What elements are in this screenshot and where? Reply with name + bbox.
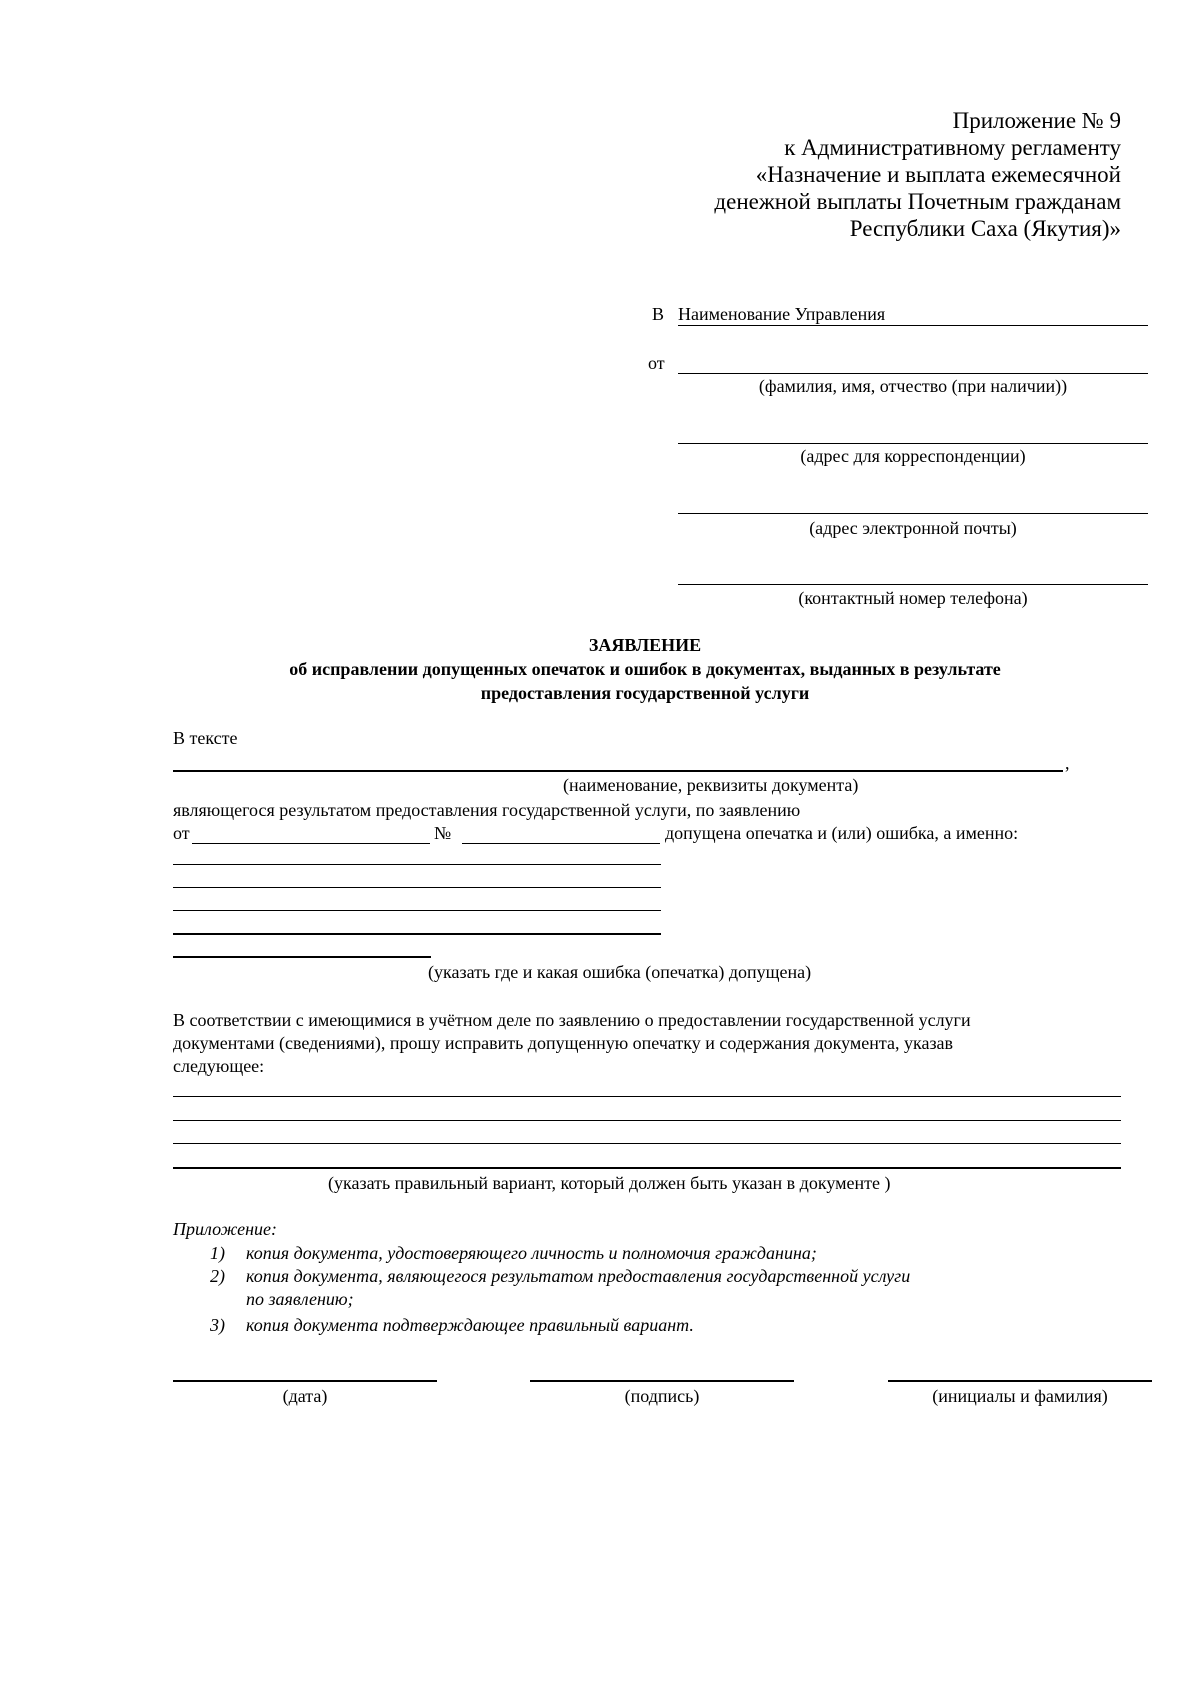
document-name-field[interactable] [173, 770, 1063, 772]
email-field[interactable] [678, 513, 1148, 514]
comma: , [1065, 753, 1070, 773]
date-caption: (дата) [282, 1386, 328, 1406]
error-label: допущена опечатка и (или) ошибка, а именно: [665, 823, 1019, 843]
applicant-name-caption: (фамилия, имя, отчество (при наличии)) [758, 376, 1068, 396]
from-date-label: от [173, 823, 190, 843]
email-caption: (адрес электронной почты) [809, 518, 1017, 538]
initials-caption: (инициалы и фамилия) [932, 1386, 1108, 1406]
correspondence-address-field[interactable] [678, 443, 1148, 444]
correct-value-line[interactable] [173, 1143, 1121, 1144]
error-description-line[interactable] [173, 910, 661, 911]
initials-field[interactable] [888, 1380, 1152, 1382]
document-name-caption: (наименование, реквизиты документа) [563, 775, 859, 795]
to-department-name: Наименование Управления [678, 304, 886, 324]
application-date-field[interactable] [192, 843, 430, 844]
error-description-line[interactable] [173, 887, 661, 888]
attachment-item: копия документа, являющегося результатом предоставления государственной услуги [246, 1266, 911, 1286]
correct-value-line[interactable] [173, 1096, 1121, 1097]
date-field[interactable] [173, 1380, 437, 1382]
attachment-item: копия документа подтверждающее правильный вариант. [246, 1315, 694, 1335]
request-paragraph-line3: следующее: [173, 1056, 265, 1076]
error-description-line[interactable] [173, 956, 431, 958]
request-paragraph-line2: документами (сведениями), прошу исправить допущенную опечатку и содержания документа, указав [173, 1033, 954, 1053]
attachment-number: 3) [210, 1315, 225, 1335]
signature-caption: (подпись) [624, 1386, 700, 1406]
error-description-line[interactable] [173, 933, 661, 935]
appendix-service-name-line1: «Назначение и выплата ежемесячной [755, 162, 1121, 187]
document-subtitle-line2: предоставления государственной услуги [480, 683, 810, 703]
correspondence-address-caption: (адрес для корреспонденции) [800, 446, 1026, 466]
error-description-line[interactable] [173, 864, 661, 865]
phone-field[interactable] [678, 584, 1148, 585]
from-prefix: от [648, 353, 665, 373]
applicant-name-field[interactable] [678, 373, 1148, 374]
request-paragraph-line1: В соответствии с имеющимися в учётном деле по заявлению о предоставлении государственной услуги [173, 1010, 971, 1030]
in-text-label: В тексте [173, 728, 238, 748]
result-line: являющегося результатом предоставления государственной услуги, по заявлению [173, 800, 801, 820]
application-number-field[interactable] [462, 843, 660, 844]
attachment-number: 1) [210, 1243, 225, 1263]
attachment-item-continuation: по заявлению; [246, 1289, 354, 1309]
attachments-title: Приложение: [173, 1219, 278, 1239]
correct-value-line[interactable] [173, 1120, 1121, 1121]
correct-value-caption: (указать правильный вариант, который должен быть указан в документе ) [328, 1173, 891, 1193]
to-prefix: В [652, 304, 665, 324]
document-title: ЗАЯВЛЕНИЕ [588, 635, 702, 655]
appendix-service-name-line2: денежной выплаты Почетным гражданам [714, 189, 1121, 214]
attachment-item: копия документа, удостоверяющего личность и полномочия гражданина; [246, 1243, 817, 1263]
appendix-number: Приложение № 9 [952, 108, 1121, 133]
phone-caption: (контактный номер телефона) [798, 588, 1028, 608]
correct-value-line[interactable] [173, 1167, 1121, 1169]
document-subtitle-line1: об исправлении допущенных опечаток и ошибок в документах, выданных в результате [289, 659, 1001, 679]
appendix-regulation: к Административному регламенту [784, 135, 1121, 160]
number-label: № [434, 823, 452, 843]
signature-field[interactable] [530, 1380, 794, 1382]
error-description-caption: (указать где и какая ошибка (опечатка) допущена) [428, 962, 812, 982]
appendix-service-name-line3: Республики Саха (Якутия)» [849, 216, 1121, 241]
to-field-line[interactable] [678, 325, 1148, 326]
attachment-number: 2) [210, 1266, 225, 1286]
